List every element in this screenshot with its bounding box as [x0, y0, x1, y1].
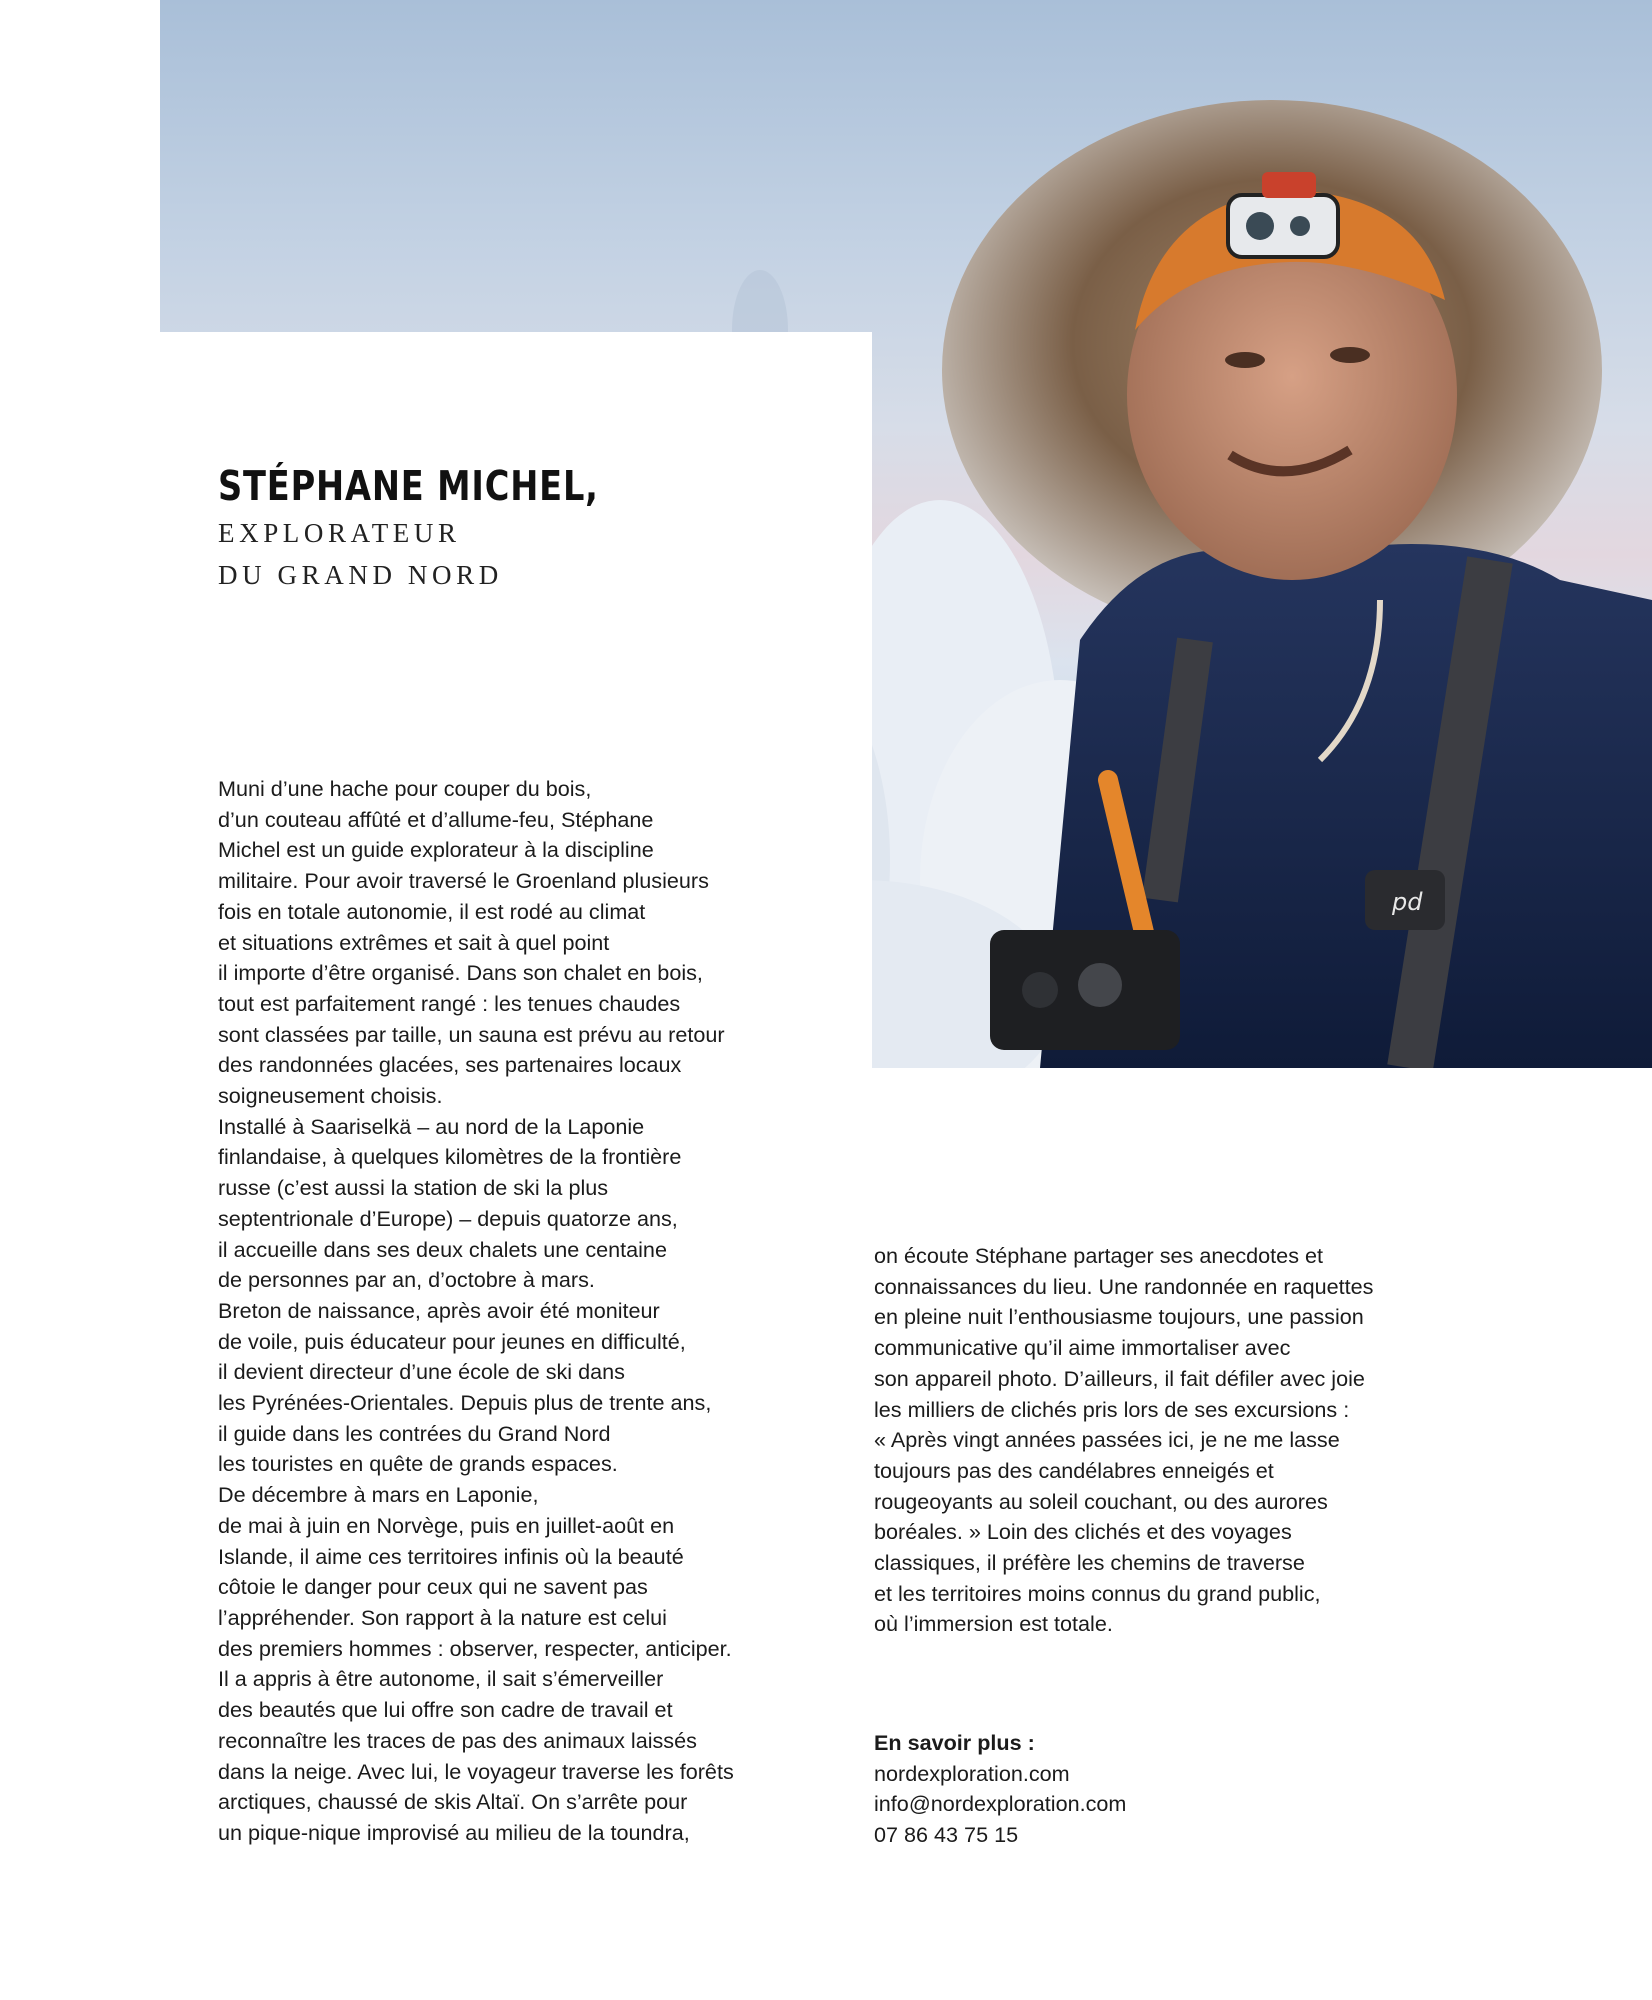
body-line: communicative qu’il aime immortaliser avec [874, 1335, 1291, 1361]
body-line: les milliers de clichés pris lors de ses excursions : [874, 1396, 1350, 1422]
body-line: et situations extrêmes et sait à quel point [218, 929, 610, 955]
body-line: un pique-nique improvisé au milieu de la toundra, [218, 1819, 690, 1845]
article-title: STÉPHANE MICHEL, [218, 462, 599, 510]
body-line: il devient directeur d’une école de ski dans [218, 1359, 625, 1385]
body-column-right [874, 1241, 1373, 1640]
body-line: toujours pas des candélabres enneigés et [874, 1457, 1274, 1483]
article-subtitle-line2: DU GRAND NORD [218, 560, 503, 590]
contact-phone[interactable]: 07 86 43 75 15 [874, 1822, 1019, 1848]
body-line: en pleine nuit l’enthousiasme toujours, une passion [874, 1304, 1364, 1330]
body-line: fois en totale autonomie, il est rodé au climat [218, 898, 646, 924]
body-line: russe (c’est aussi la station de ski la plus [218, 1175, 609, 1201]
contact-label: En savoir plus : [874, 1730, 1035, 1755]
body-line: les Pyrénées-Orientales. Depuis plus de trente ans, [218, 1390, 712, 1416]
body-line: on écoute Stéphane partager ses anecdotes et [874, 1243, 1323, 1268]
body-line: Muni d’une hache pour couper du bois, [218, 776, 592, 801]
body-line: et les territoires moins connus du grand public, [874, 1580, 1321, 1606]
body-line: reconnaître les traces de pas des animaux laissés [218, 1727, 697, 1753]
body-line: Il a appris à être autonome, il sait s’émerveiller [218, 1666, 664, 1692]
contact-website[interactable]: nordexploration.com [874, 1760, 1070, 1786]
body-line: De décembre à mars en Laponie, [218, 1482, 539, 1508]
body-line: boréales. » Loin des clichés et des voyages [874, 1519, 1292, 1545]
body-line: les touristes en quête de grands espaces. [218, 1451, 618, 1477]
contact-block [874, 1728, 1126, 1851]
body-line: septentrionale d’Europe) – depuis quatorze ans, [218, 1205, 678, 1231]
body-line: de voile, puis éducateur pour jeunes en difficulté, [218, 1328, 686, 1354]
body-line: finlandaise, à quelques kilomètres de la frontière [218, 1144, 682, 1170]
body-line: Breton de naissance, après avoir été moniteur [218, 1297, 660, 1323]
pd-logo-icon: pd [1392, 888, 1423, 916]
body-line: Michel est un guide explorateur à la discipline [218, 837, 654, 863]
body-column-left [218, 774, 734, 1849]
body-line: des randonnées glacées, ses partenaires locaux [218, 1052, 682, 1078]
body-line: où l’immersion est totale. [874, 1611, 1113, 1637]
body-line: son appareil photo. D’ailleurs, il fait défiler avec joie [874, 1365, 1365, 1391]
body-line: Islande, il aime ces territoires infinis où la beauté [218, 1543, 684, 1569]
body-line: de mai à juin en Norvège, puis en juillet-août en [218, 1512, 675, 1538]
body-line: dans la neige. Avec lui, le voyageur traverse les forêts [218, 1758, 734, 1784]
body-line: côtoie le danger pour ceux qui ne savent pas [218, 1574, 648, 1600]
body-line: des beautés que lui offre son cadre de travail et [218, 1697, 673, 1723]
body-line: militaire. Pour avoir traversé le Groenland plusieurs [218, 868, 709, 894]
body-line: connaissances du lieu. Une randonnée en raquettes [874, 1273, 1374, 1299]
body-line: de personnes par an, d’octobre à mars. [218, 1267, 595, 1293]
article-subtitle-line1: EXPLORATEUR [218, 518, 461, 548]
body-line: il accueille dans ses deux chalets une centaine [218, 1236, 667, 1262]
body-line: « Après vingt années passées ici, je ne me lasse [874, 1427, 1340, 1453]
body-line: il importe d’être organisé. Dans son chalet en bois, [218, 960, 703, 986]
body-line: tout est parfaitement rangé : les tenues chaudes [218, 990, 681, 1016]
body-line: sont classées par taille, un sauna est prévu au retour [218, 1021, 725, 1047]
body-line: rougeoyants au soleil couchant, ou des aurores [874, 1488, 1328, 1514]
body-line: arctiques, chaussé de skis Altaï. On s’arrête pour [218, 1789, 688, 1815]
body-line: des premiers hommes : observer, respecter, anticiper. [218, 1635, 732, 1661]
body-line: d’un couteau affûté et d’allume-feu, Stéphane [218, 806, 654, 832]
body-line: l’appréhender. Son rapport à la nature est celui [218, 1604, 667, 1630]
contact-email[interactable]: info@nordexploration.com [874, 1791, 1127, 1817]
body-line: classiques, il préfère les chemins de traverse [874, 1550, 1305, 1576]
body-line: soigneusement choisis. [218, 1083, 443, 1109]
body-line: Installé à Saariselkä – au nord de la Laponie [218, 1113, 645, 1139]
body-line: il guide dans les contrées du Grand Nord [218, 1420, 611, 1446]
